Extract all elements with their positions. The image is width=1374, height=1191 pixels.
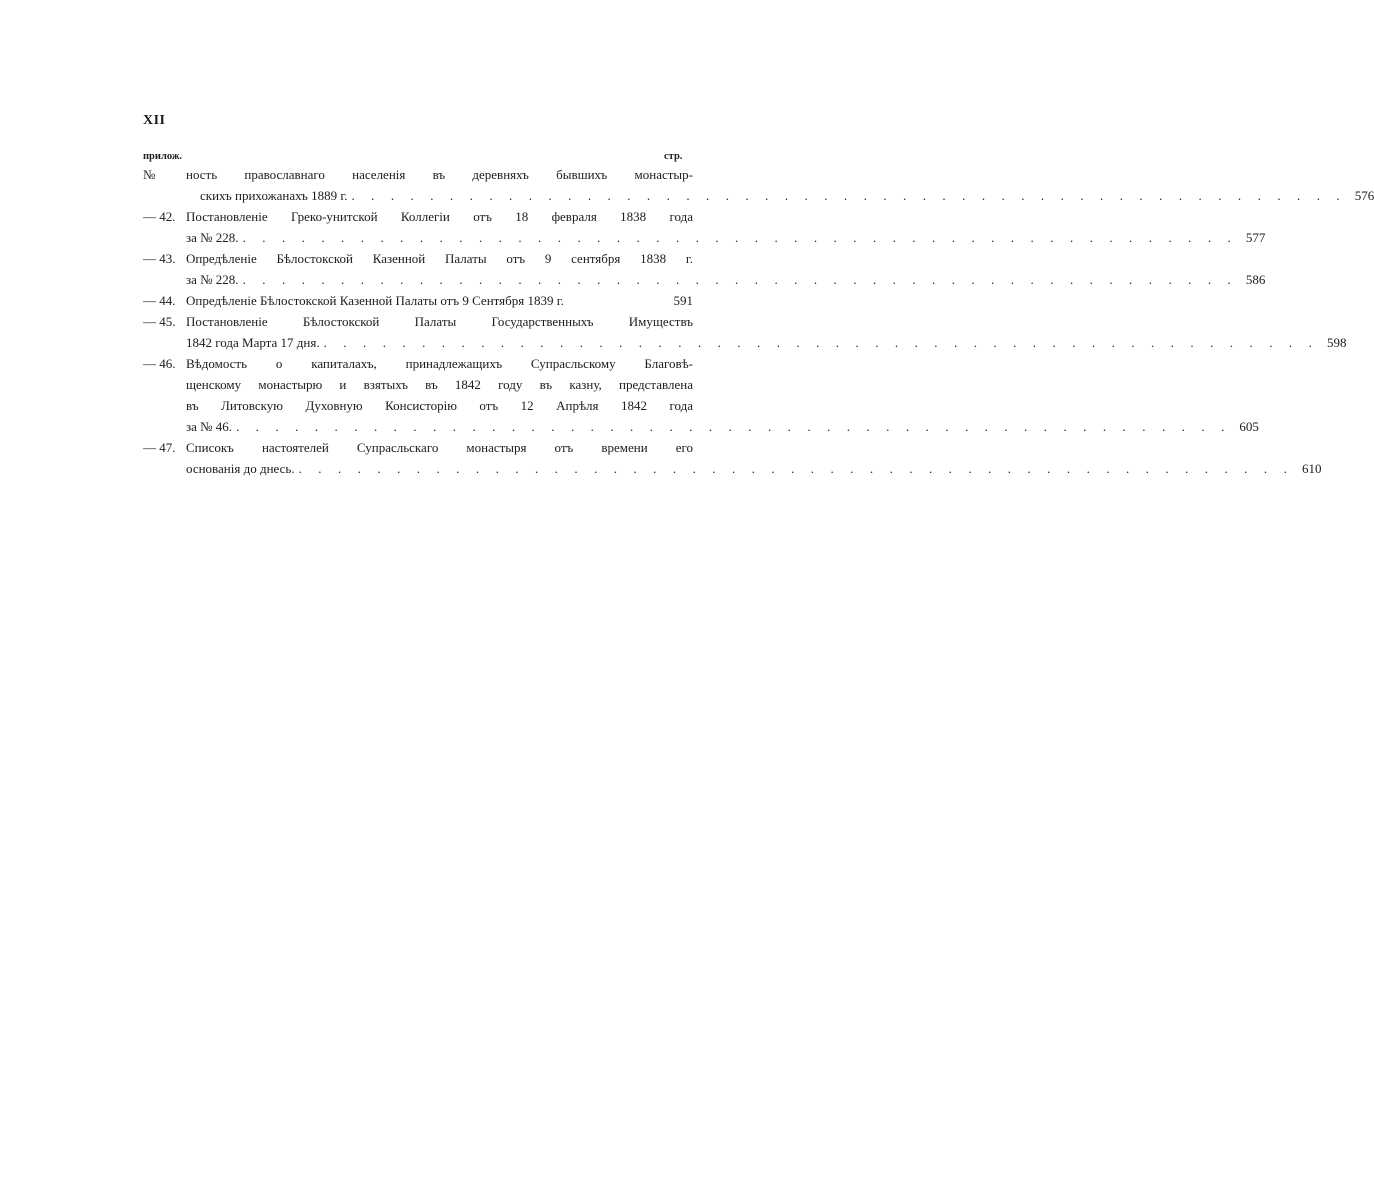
dot-leader: . . . . . . . . . . . . . . . . . . . . . . . . . . . . . . . . . . . . . . . . . . . . . . . . . . . — [242, 230, 1238, 245]
dot-leader: . . . . . . . . . . . . . . . . . . . . . . . . . . . . . . . . . . . . . . . . . . . . . . . . . . . — [351, 188, 1347, 203]
entry-line: скихъ прихожанахъ 1889 г. — [200, 188, 348, 203]
entry-line: щенскому монастырю и взятыхъ въ 1842 году въ казну, представлена — [186, 377, 693, 392]
toc-entry — [143, 311, 1347, 353]
entry-line: Опредѣленіе Бѣлостокской Казенной Палаты отъ 9 сентября 1838 г. — [186, 251, 693, 266]
toc-entry — [143, 290, 693, 311]
entry-number: — 42. — [143, 209, 176, 224]
entry-number: — 43. — [143, 251, 176, 266]
entry-page-number: 576 — [1354, 188, 1374, 203]
page-column-header: стр. — [664, 151, 683, 162]
entry-page-number: 591 — [673, 293, 693, 308]
toc-entry — [143, 164, 1374, 206]
entry-number: — 44. — [143, 293, 176, 308]
entry-page-number: 586 — [1245, 272, 1266, 287]
entry-line: основанія до днесь. — [186, 461, 295, 476]
entry-line: за № 228. — [186, 272, 239, 287]
entry-line: Постановленіе Греко-унитской Коллегіи отъ 18 февраля 1838 года — [186, 209, 693, 224]
entry-page-number: 605 — [1239, 419, 1259, 434]
dot-leader: . . . . . . . . . . . . . . . . . . . . . . . . . . . . . . . . . . . . . . . . . . . . . . . . . . . — [298, 461, 1294, 476]
dot-leader: . . . . . . . . . . . . . . . . . . . . . . . . . . . . . . . . . . . . . . . . . . . . . . . . . . . — [242, 272, 1238, 287]
entry-number: № — [143, 167, 156, 182]
toc-entry — [143, 206, 1266, 248]
entry-line: Списокъ настоятелей Супрасльскаго монастыря отъ времени его — [186, 440, 693, 455]
entry-page-number: 598 — [1326, 335, 1347, 350]
entry-line: Опредѣленіе Бѣлостокской Казенной Палаты отъ 9 Сентября 1839 г. — [186, 293, 564, 308]
entry-line: Вѣдомость о капиталахъ, принадлежащихъ Супрасльскому Благовѣ- — [186, 356, 693, 371]
entry-page-number: 577 — [1245, 230, 1266, 245]
entry-line: въ Литовскую Духовную Консисторію отъ 12 Апрѣля 1842 года — [186, 398, 693, 413]
toc-entry — [143, 248, 1266, 290]
page-number: XII — [143, 113, 166, 128]
dot-leader: . . . . . . . . . . . . . . . . . . . . . . . . . . . . . . . . . . . . . . . . . . . . . . . . . . . — [323, 335, 1319, 350]
entry-line: Постановленіе Бѣлостокской Палаты Государственныхъ Имуществъ — [186, 314, 693, 329]
entry-number: — 46. — [143, 356, 176, 371]
appendix-column-header: прилож. — [143, 151, 183, 162]
entry-line: 1842 года Марта 17 дня. — [186, 335, 320, 350]
entry-line: за № 46. — [186, 419, 233, 434]
entry-line: за № 228. — [186, 230, 239, 245]
entry-line: ность православнаго населенія въ деревняхъ бывшихъ монастыр- — [186, 167, 693, 182]
dot-leader: . . . . . . . . . . . . . . . . . . . . . . . . . . . . . . . . . . . . . . . . . . . . . . . . . . . — [236, 419, 1231, 434]
table-of-contents — [143, 164, 1374, 479]
toc-entry — [143, 437, 1322, 479]
entry-number: — 47. — [143, 440, 176, 455]
entry-page-number: 610 — [1301, 461, 1322, 476]
toc-entry — [143, 353, 1259, 437]
entry-number: — 45. — [143, 314, 176, 329]
